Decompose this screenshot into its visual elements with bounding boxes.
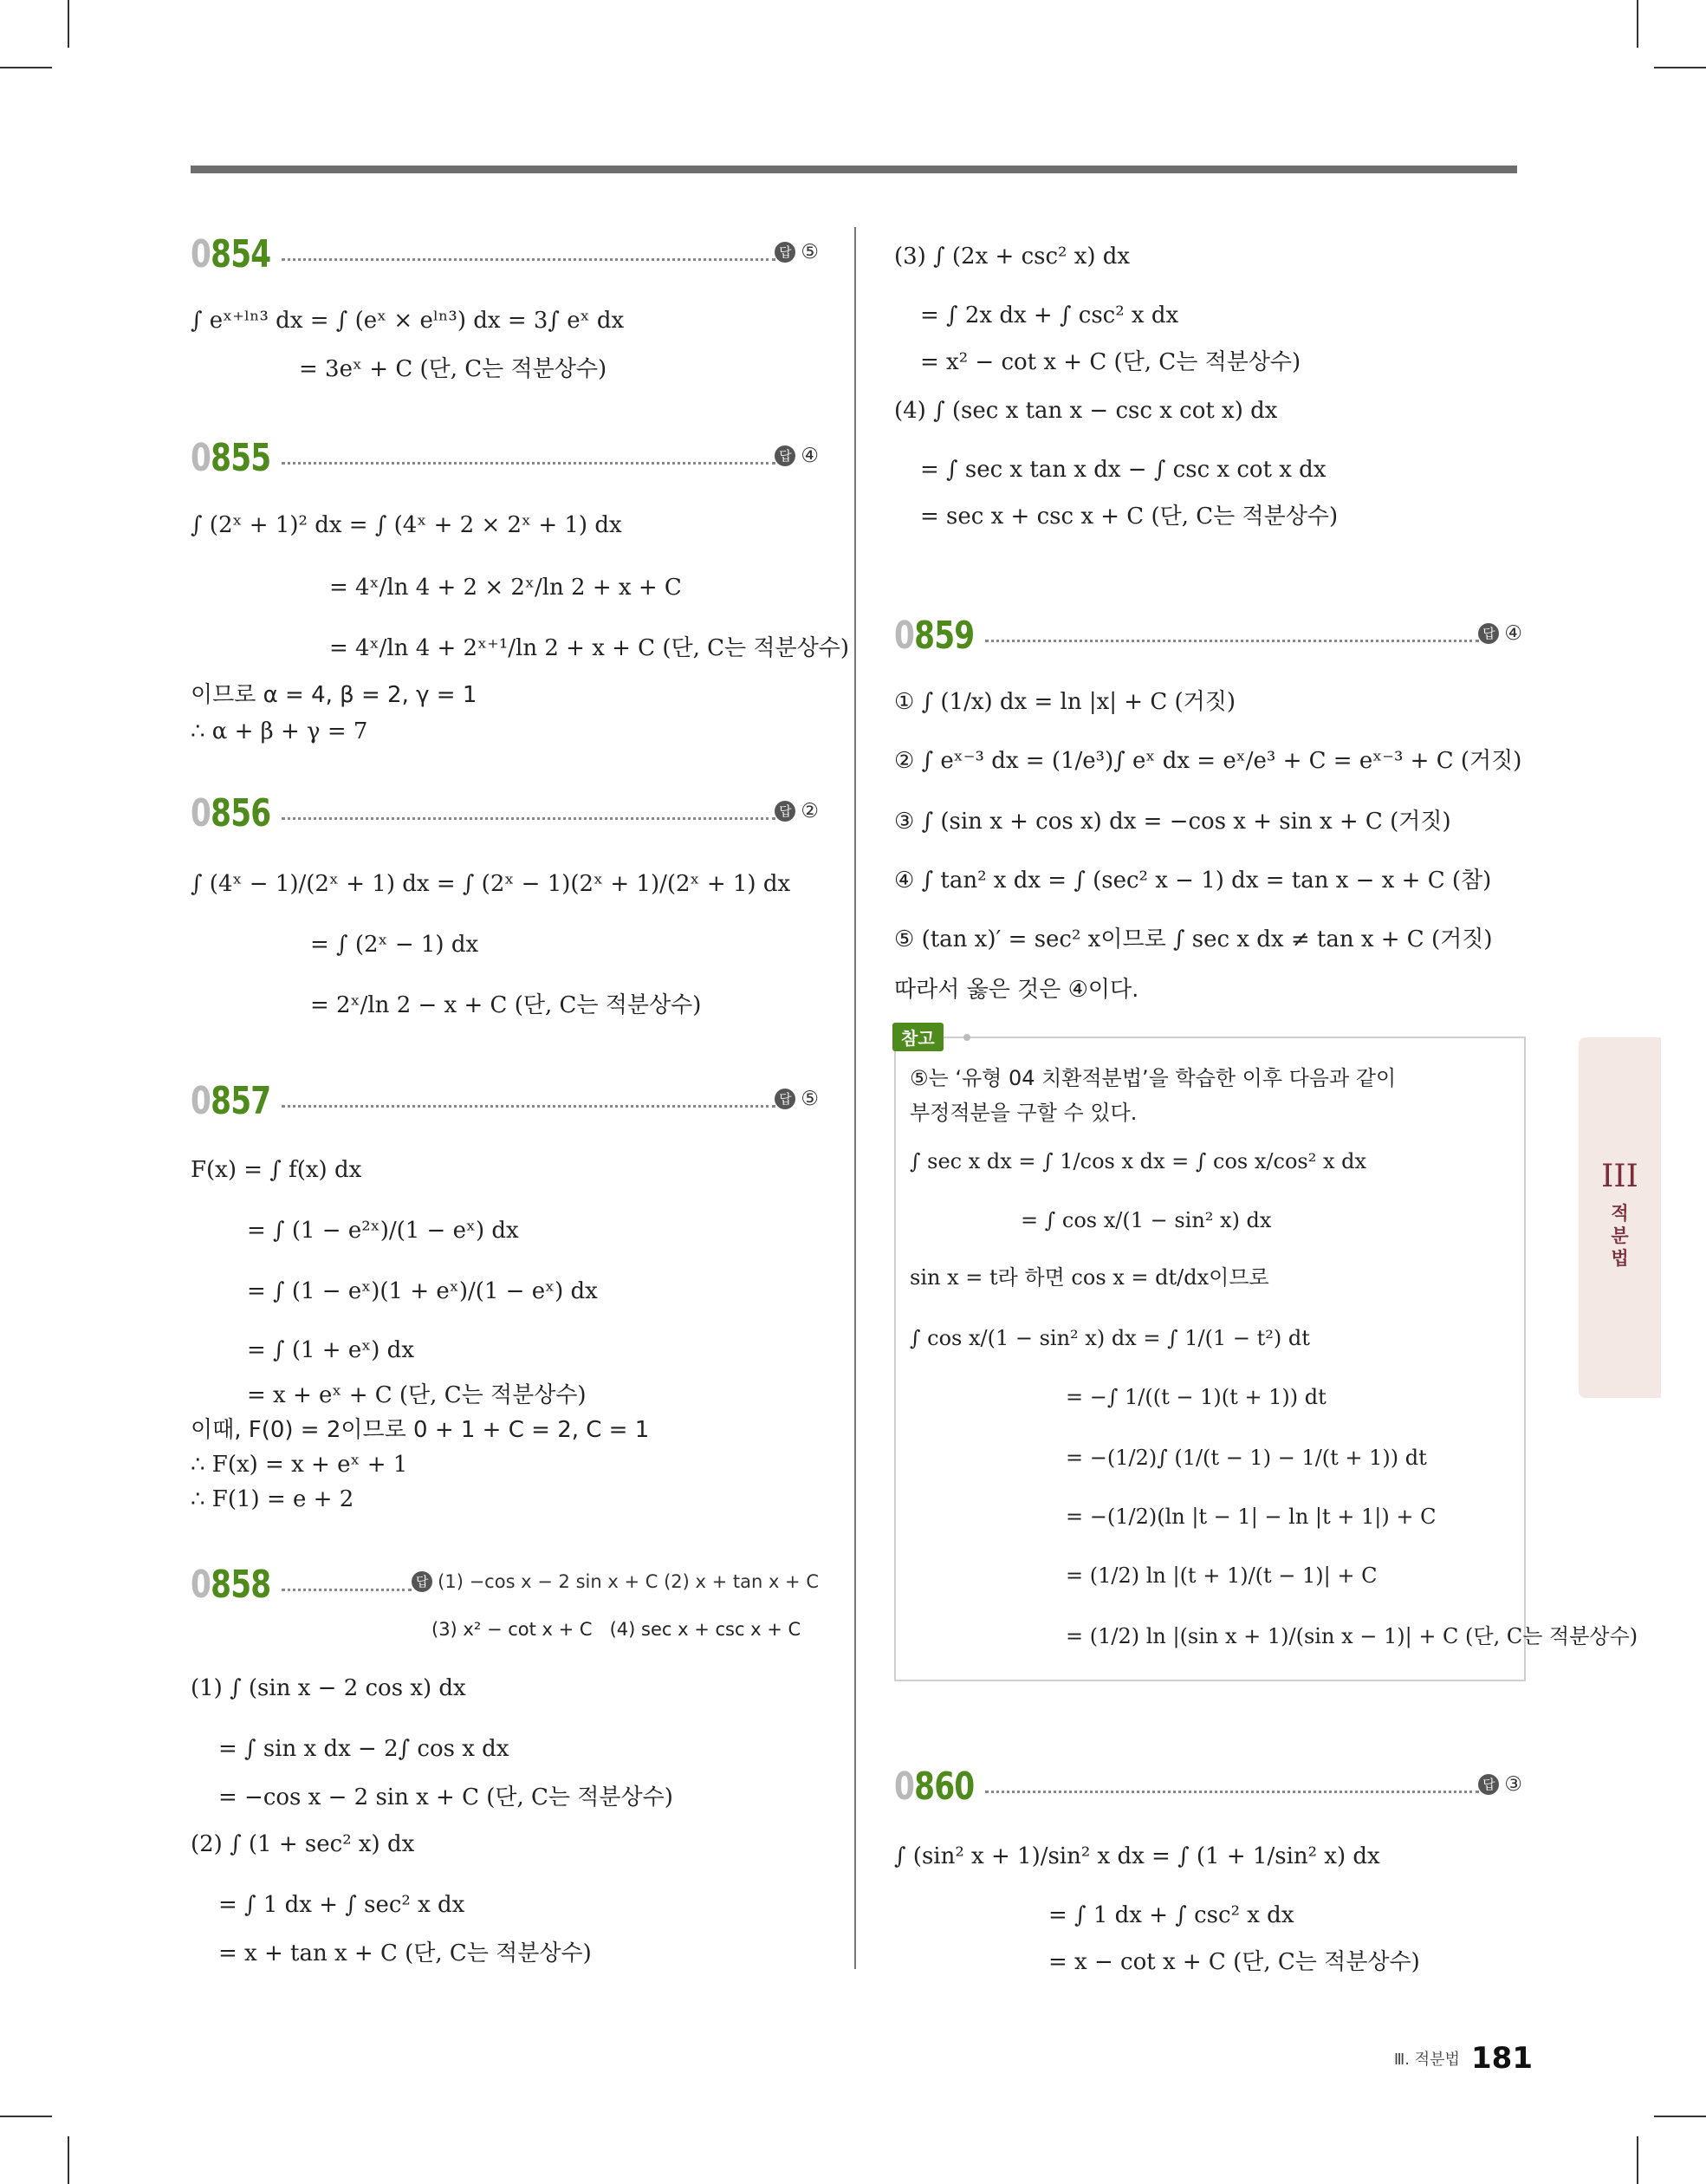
note-line: ⑤는 ‘유형 04 치환적분법’을 학습한 이후 다음과 같이 xyxy=(910,1066,1397,1090)
problem-number: 0858 xyxy=(191,1563,271,1607)
solution-line: ∫ (4ˣ − 1)/(2ˣ + 1) dx = ∫ (2ˣ − 1)(2ˣ + 1)/(2ˣ + 1) dx xyxy=(191,871,791,897)
note-line: sin x = t라 하면 cos x = dt/dx이므로 xyxy=(910,1265,1269,1290)
solution-line: = ∫ sec x tan x dx − ∫ csc x cot x dx xyxy=(920,457,1327,483)
header-rule xyxy=(191,166,1517,173)
page-footer xyxy=(1394,2041,1533,2076)
solution-line: = 3eˣ + C (단, C는 적분상수) xyxy=(299,356,607,382)
problem-header-0857 xyxy=(191,1079,819,1131)
answer: 답 ④ xyxy=(775,445,819,467)
note-line: = (1/2) ln |(t + 1)/(t − 1)| + C xyxy=(1066,1563,1378,1588)
crop-mark xyxy=(68,0,69,48)
answer: 답 ⑤ xyxy=(775,1088,819,1110)
leader-dots xyxy=(282,1105,775,1108)
answer: 답 ⑤ xyxy=(775,241,819,263)
leader-dots xyxy=(282,1589,412,1591)
leader-dots xyxy=(985,640,1479,642)
note-label: 참고 xyxy=(892,1023,944,1051)
note-line: ∫ sec x dx = ∫ 1/cos x dx = ∫ cos x/cos² x dx xyxy=(910,1149,1367,1173)
problem-header-0855 xyxy=(191,436,819,488)
solution-line: = ∫ (1 + eˣ) dx xyxy=(247,1337,414,1363)
solution-line: = sec x + csc x + C (단, C는 적분상수) xyxy=(920,504,1339,530)
problem-header-0854 xyxy=(191,232,819,284)
note-line: = (1/2) ln |(sin x + 1)/(sin x − 1)| + C (단, C는 적분상수) xyxy=(1066,1624,1638,1648)
solution-line: F(x) = ∫ f(x) dx xyxy=(191,1157,362,1183)
answer-badge: 답 xyxy=(412,1571,432,1592)
chapter-numeral: III xyxy=(1601,1159,1638,1194)
problem-header-0859 xyxy=(894,614,1522,666)
problem-header-0860 xyxy=(894,1765,1522,1817)
crop-mark xyxy=(1637,0,1638,48)
solution-line: ④ ∫ tan² x dx = ∫ (sec² x − 1) dx = tan x − x + C (참) xyxy=(894,868,1492,894)
solution-line: ∫ (2ˣ + 1)² dx = ∫ (4ˣ + 2 × 2ˣ + 1) dx xyxy=(191,512,622,538)
problem-number: 0857 xyxy=(191,1079,271,1123)
leader-dots xyxy=(282,258,775,261)
crop-mark xyxy=(0,67,52,68)
solution-line: = x + eˣ + C (단, C는 적분상수) xyxy=(247,1382,587,1408)
problem-number: 0860 xyxy=(894,1765,975,1809)
solution-line: = x² − cot x + C (단, C는 적분상수) xyxy=(920,349,1301,375)
solution-line: = ∫ (2ˣ − 1) dx xyxy=(310,932,479,958)
solution-line: 이므로 α = 4, β = 2, γ = 1 xyxy=(191,682,477,708)
solution-line: = ∫ (1 − e²ˣ)/(1 − eˣ) dx xyxy=(247,1218,519,1244)
solution-line: = −cos x − 2 sin x + C (단, C는 적분상수) xyxy=(218,1784,673,1810)
leader-dots xyxy=(282,817,775,820)
answer: 답 ③ xyxy=(1478,1773,1522,1796)
solution-line: = x − cot x + C (단, C는 적분상수) xyxy=(1048,1949,1420,1975)
leader-dots xyxy=(985,1791,1479,1793)
answer-badge: 답 xyxy=(775,1089,795,1109)
footer-section: Ⅲ. 적분법 xyxy=(1393,2051,1460,2069)
solution-line: ③ ∫ (sin x + cos x) dx = −cos x + sin x + C (거짓) xyxy=(894,809,1451,835)
solution-line: = 2ˣ/ln 2 − x + C (단, C는 적분상수) xyxy=(310,992,702,1018)
crop-mark xyxy=(68,2136,69,2184)
solution-line: 이때, F(0) = 2이므로 0 + 1 + C = 2, C = 1 xyxy=(191,1417,650,1443)
answer: 답 ② xyxy=(775,800,819,822)
crop-mark xyxy=(1654,67,1706,68)
crop-mark xyxy=(1637,2136,1638,2184)
answer-badge: 답 xyxy=(775,801,795,822)
solution-line: ∫ eˣ⁺ˡⁿ³ dx = ∫ (eˣ × eˡⁿ³) dx = 3∫ eˣ dx xyxy=(191,308,625,334)
solution-line: = ∫ 1 dx + ∫ sec² x dx xyxy=(218,1892,465,1918)
problem-number: 0855 xyxy=(191,436,271,480)
solution-line: (3) ∫ (2x + csc² x) dx xyxy=(894,244,1131,270)
note-dot xyxy=(963,1034,970,1041)
solution-line: ∫ (sin² x + 1)/sin² x dx = ∫ (1 + 1/sin² x) dx xyxy=(894,1843,1380,1869)
answer-continued: (3) x² − cot x + C (4) sec x + csc x + C xyxy=(431,1619,801,1640)
problem-header-0858 xyxy=(191,1563,819,1615)
solution-line: ① ∫ (1/x) dx = ln |x| + C (거짓) xyxy=(894,689,1236,715)
answer-badge: 답 xyxy=(1478,1774,1499,1795)
solution-line: ∴ F(1) = e + 2 xyxy=(191,1486,354,1512)
note-line: = −∫ 1/((t − 1)(t + 1)) dt xyxy=(1066,1385,1327,1409)
solution-line: = x + tan x + C (단, C는 적분상수) xyxy=(218,1940,592,1966)
solution-line: = ∫ 2x dx + ∫ csc² x dx xyxy=(920,302,1179,328)
answer-badge: 답 xyxy=(775,445,795,466)
problem-number: 0859 xyxy=(894,614,975,658)
solution-line: = 4ˣ/ln 4 + 2ˣ⁺¹/ln 2 + x + C (단, C는 적분상수) xyxy=(329,635,850,661)
answer-badge: 답 xyxy=(1478,623,1499,644)
solution-line: ∴ α + β + γ = 7 xyxy=(191,718,368,744)
leader-dots xyxy=(282,462,775,465)
page-number: 181 xyxy=(1471,2041,1533,2076)
note-line: = ∫ cos x/(1 − sin² x) dx xyxy=(1021,1208,1272,1232)
solution-line: ∴ F(x) = x + eˣ + 1 xyxy=(191,1452,408,1478)
solution-line: (4) ∫ (sec x tan x − csc x cot x) dx xyxy=(894,398,1278,424)
crop-mark xyxy=(0,2116,52,2117)
problem-number: 0854 xyxy=(191,232,271,276)
note-line: = −(1/2)(ln |t − 1| − ln |t + 1|) + C xyxy=(1066,1505,1437,1529)
problem-header-0856 xyxy=(191,791,819,843)
note-line: = −(1/2)∫ (1/(t − 1) − 1/(t + 1)) dt xyxy=(1066,1446,1427,1470)
solution-line: (1) ∫ (sin x − 2 cos x) dx xyxy=(191,1675,466,1701)
chapter-title-vertical: 적 분 법 xyxy=(1611,1203,1629,1269)
answer: 답 ④ xyxy=(1478,622,1522,645)
column-divider xyxy=(854,227,856,1969)
solution-line: ⑤ (tan x)′ = sec² x이므로 ∫ sec x dx ≠ tan x + C (거짓) xyxy=(894,926,1493,952)
solution-line: = ∫ (1 − eˣ)(1 + eˣ)/(1 − eˣ) dx xyxy=(247,1278,598,1304)
answer: 답 (1) −cos x − 2 sin x + C (2) x + tan x + C xyxy=(412,1571,819,1592)
chapter-side-tab xyxy=(1579,1037,1661,1398)
solution-line: = ∫ sin x dx − 2∫ cos x dx xyxy=(218,1736,509,1762)
solution-line: = 4ˣ/ln 4 + 2 × 2ˣ/ln 2 + x + C xyxy=(329,575,682,601)
solution-line: (2) ∫ (1 + sec² x) dx xyxy=(191,1831,415,1857)
crop-mark xyxy=(1654,2116,1706,2117)
solution-line: 따라서 옳은 것은 ④이다. xyxy=(894,977,1139,1003)
answer-badge: 답 xyxy=(775,242,795,263)
solution-line: ② ∫ eˣ⁻³ dx = (1/e³)∫ eˣ dx = eˣ/e³ + C = eˣ⁻³ + C (거짓) xyxy=(894,748,1522,774)
note-line: 부정적분을 구할 수 있다. xyxy=(910,1101,1138,1125)
solution-line: = ∫ 1 dx + ∫ csc² x dx xyxy=(1048,1902,1294,1928)
note-line: ∫ cos x/(1 − sin² x) dx = ∫ 1/(1 − t²) dt xyxy=(910,1326,1310,1350)
problem-number: 0856 xyxy=(191,791,271,835)
